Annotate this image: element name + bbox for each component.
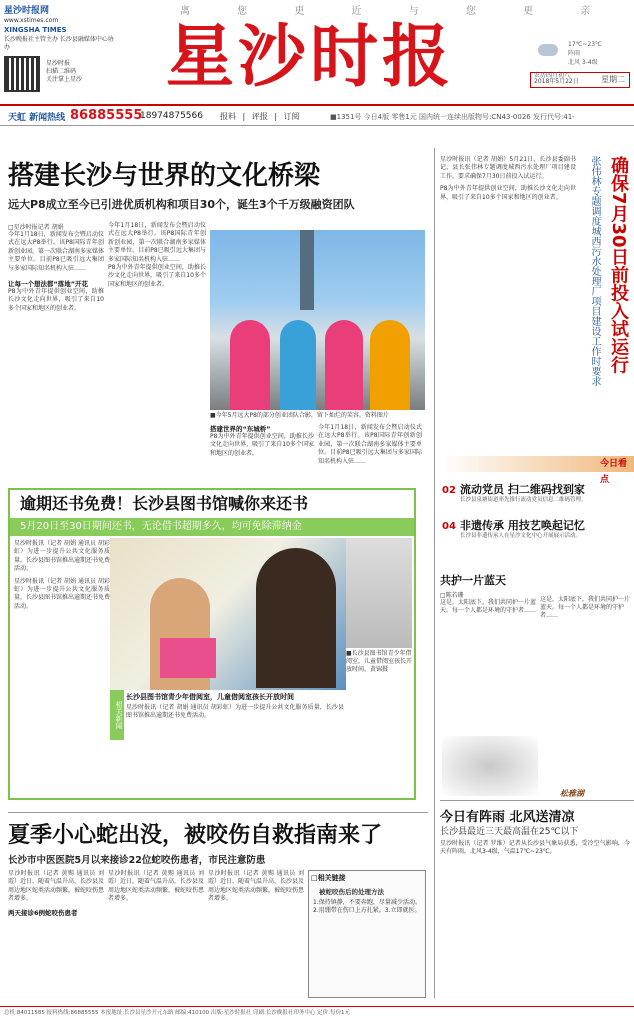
snake-body: 星沙时报讯（记者 黄赐 通讯员 刘霞）近日，随着气温升高，长沙县及周边地区蛇类活动频繁，被蛇咬伤患者增多。: [8, 870, 105, 903]
snake-body-3: 星沙时报讯（记者 黄赐 通讯员 刘霞）近日，随着气温升高，长沙县及周边地区蛇类活动频繁，被蛇咬伤患者增多。: [208, 870, 305, 903]
gregorian-date: 2018年5月22日: [534, 78, 579, 85]
weather-range: 17℃~23℃: [568, 41, 602, 48]
hotline-links[interactable]: 报料 | 评报 | 订阅: [220, 112, 300, 121]
snake-section: 两天接诊6例蛇咬伤患者: [8, 908, 78, 917]
footer: 总机:84011585 报料热线:86885555 本报地址:长沙县星沙开元东路 邮编:410100 出版:星沙时报社 印刷:长沙晚报社印务中心 定价:每份1元: [0, 1006, 634, 1024]
today-item-title[interactable]: 流动党员 扫二维码找到家: [460, 483, 585, 496]
date-box: [530, 72, 630, 88]
slogan: 离 您 更 近 与 您 更 亲: [180, 6, 613, 17]
weather-subhead: 长沙县最近三天最高温在25℃以下: [440, 827, 579, 837]
weather-condition: 阵雨: [568, 50, 581, 57]
library-body: 星沙时报讯（记者 胡娟 通讯员 胡彩虹）为进一步提升公共文化服务质量，长沙县图书馆推出逾期还书免费活动。: [14, 540, 111, 573]
photo-person: [370, 320, 410, 410]
today-highlights: [440, 456, 634, 566]
hotline-mobile[interactable]: 18974875566: [140, 111, 203, 121]
weather-text: 星沙时报讯（记者 罗维）记者从长沙县气象局获悉，受冷空气影响，今天有阵雨，北风3-4级，气温17℃~23℃。: [440, 840, 630, 856]
lead-body-1: 今年1月18日，新闻发布会暨启动仪式在远大P8举行。该P8国际青年创新创业园，第一次联合湖南多家媒体主要单位。目前P8已吸引远大集团与多家国际知名机构入驻……: [8, 231, 105, 272]
lead-body-4: 今年1月18日，新闻发布会暨启动仪式在远大P8举行。该P8国际青年创新创业园，第一次联合湖南多家媒体主要单位。目前P8已吸引远大集团与多家国际知名机构入驻……: [318, 424, 422, 465]
photo-person: [230, 320, 270, 410]
library-column-2: [126, 704, 344, 796]
library-side-photo[interactable]: [346, 538, 412, 648]
today-item[interactable]: [442, 514, 632, 540]
today-item-desc: 长沙县非遗传承人在星沙文化中心开展展示活动。: [460, 533, 582, 539]
lead-body-2b: P8为中外青年提供创业空间，助推长沙文化走向世界，吸引了来自10多个国家和地区的创业者。: [108, 264, 206, 288]
library-subhead: 5月20日至30日期间还书，无论借书超期多久，均可免除滞纳金: [10, 518, 414, 536]
qr-caption: [46, 60, 116, 84]
today-item-num: 04: [442, 521, 456, 532]
library-headline[interactable]: 逾期还书免费！长沙县图书馆喊你来还书: [20, 494, 309, 513]
qr-line-3: 关注掌上星沙: [46, 76, 83, 83]
snake-related-box: [308, 870, 426, 998]
qr-line-2: 扫描二维码: [46, 68, 77, 75]
logo-brand: 星沙时报网: [4, 6, 50, 16]
column-brand: 松雅湖: [560, 789, 584, 798]
right-lead-headline[interactable]: 确保7月30日前投入试运行: [608, 156, 629, 374]
cloud-rain-icon: [538, 44, 558, 56]
logo-publisher: 长沙晚报社主管主办 长沙县融媒体中心协办: [4, 36, 114, 51]
today-item-num: 02: [442, 485, 456, 496]
ink-painting: [442, 736, 538, 796]
today-item[interactable]: [442, 478, 632, 504]
lead-photo[interactable]: [210, 230, 425, 410]
masthead-title: 星沙时报: [165, 17, 454, 97]
weather-widget: [536, 40, 630, 70]
lunar-date: 农历四月初八: [534, 72, 571, 79]
related-news-tag: 相关新闻: [110, 690, 124, 740]
hotline-bar: [0, 104, 634, 126]
blue-sky-body-2: 这是，太阳底下，我们共同护一片蓝天。每一个人都是环境的守护者……: [540, 596, 631, 620]
snake-body-2: 星沙时报讯（记者 黄赐 通讯员 刘霞）近日，随着气温升高，长沙县及周边地区蛇类活动频繁，被蛇咬伤患者增多。: [108, 870, 205, 903]
weather-wind: 北风 3-4级: [568, 59, 598, 66]
lead-column-3: [210, 424, 314, 484]
library-body-3: 星沙时报讯（记者 胡娟 通讯员 胡彩虹）为进一步提升公共文化服务质量，长沙县图书馆推出逾期还书免费活动。: [126, 704, 344, 720]
photo-person: [325, 320, 363, 410]
snake-column-2: [108, 870, 204, 1002]
hotline-label: 天虹 新闻热线: [8, 113, 66, 123]
issue-info: ■1351号 今日4版 零售1元 国内统一连续出版物号:CN43-0026 发行代号:41-: [330, 113, 575, 121]
infobox-title: □相关链接: [311, 874, 346, 882]
infobox-body: 1.保持镇静，不要奔跑，尽量减少活动。2.用绷带在伤口上方扎紧。3.立即就医。: [313, 899, 421, 915]
qr-line-1: 星沙时报: [46, 60, 71, 67]
today-item-title[interactable]: 非遗传承 用技艺唤起记忆: [460, 519, 585, 532]
lead-headline[interactable]: 搭建长沙与世界的文化桥梁: [8, 161, 321, 191]
lead-section-2: 搭建世界的“东城桥”: [210, 425, 271, 433]
lead-column-1: [8, 222, 104, 484]
column-divider: [434, 148, 435, 998]
infobox-subtitle: 被蛇咬伤后的处理方法: [319, 888, 384, 896]
lead-body-3: P8为中外青年提供创业空间，助推长沙文化走向世界，吸引了来自10多个国家和地区的创业者。: [210, 433, 314, 457]
weekday: 星期二: [601, 75, 625, 84]
lead-subhead: 远大P8成立至今已引进优质机构和项目30个，诞生3个千万级融资团队: [8, 198, 355, 211]
lead-column-4: [318, 424, 422, 484]
today-item-desc: 长沙县泉塘街道率先推行流动党员信息二维码管理。: [460, 497, 587, 503]
qr-code-icon[interactable]: [4, 56, 40, 92]
library-photo-caption: 长沙县图书馆青少年借阅室，儿童借阅室孩长开放时间: [126, 693, 294, 701]
snake-column-1: [8, 870, 104, 1002]
snake-subhead: 长沙市中医医院5月以来接诊22位蛇咬伤患者，市民注意防患: [8, 855, 266, 866]
blue-sky-body: 这是，太阳底下，我们共同护一片蓝天。每一个人都是环境的守护者……: [440, 599, 537, 615]
section-divider: [8, 812, 428, 813]
lead-body-1b: 今年1月18日，新闻发布会暨启动仪式在远大P8举行。该P8国际青年创新创业园，第一次联合湖南多家媒体主要单位。目前P8已吸引远大集团与多家国际知名机构入驻……: [108, 222, 206, 263]
hotline-number[interactable]: 86885555: [70, 108, 143, 123]
lead-section-1: 让每一个想法都“落地”开花: [8, 280, 89, 289]
blue-sky-column: [440, 590, 536, 730]
photo-building: [300, 230, 314, 310]
right-lead-text: 星沙时报讯（记者 胡娟）5月21日，长沙县委副书记、县长张伟林专题调度城西污水处理厂项目建设工作，要求确保7月30日前投入试运行。: [440, 156, 576, 180]
lead-column-2: [108, 222, 206, 484]
weather-headline[interactable]: 今日有阵雨 北风送清凉: [440, 810, 575, 825]
weather-body: [440, 840, 630, 1000]
photo-person: [280, 320, 316, 410]
logo-url: www.xstimes.com: [4, 17, 59, 24]
library-photo[interactable]: [110, 538, 346, 690]
right-lead-body: [440, 156, 576, 452]
right-lead-headline-box[interactable]: [578, 156, 630, 456]
book-icon: [160, 638, 216, 678]
library-side-caption: ■长沙县图书馆青少年借阅室，儿童借阅室孩长开放时间。黄锦摄: [346, 650, 413, 673]
right-lead-text-2: P8为中外青年提供创业空间，助推长沙文化走向世界，吸引了来自10多个国家和地区的创业者。: [440, 185, 576, 201]
right-lead-subhead: 张伟林专题调度城西污水处理厂项目建设工作时要求: [589, 156, 600, 386]
lead-body-2: P8为中外青年提供创业空间，助推长沙文化走向世界，吸引了来自10多个国家和地区的创业者。: [8, 288, 104, 312]
lead-photo-caption: ■今年5月远大P8的部分创业团队合影，留下灿烂的笑容。资料图片: [210, 412, 389, 419]
library-body-2: 星沙时报讯（记者 胡娟 通讯员 胡彩虹）为进一步提升公共文化服务质量，长沙县图书馆推出逾期还书免费活动。: [14, 577, 111, 610]
snake-headline[interactable]: 夏季小心蛇出没，被咬伤自救指南来了: [8, 822, 383, 848]
lead-byline: □星沙时报记者 胡娟: [8, 224, 64, 231]
section-divider: [440, 800, 634, 801]
blue-sky-headline[interactable]: 共护一片蓝天: [440, 574, 506, 587]
blue-sky-author: □陈若珊: [440, 592, 464, 599]
today-title: 今日看点: [440, 456, 634, 472]
photo-person: [256, 548, 336, 688]
logo-english: XINGSHA TIMES: [4, 26, 67, 34]
snake-column-3: [208, 870, 304, 1002]
library-column-1: [14, 540, 110, 796]
